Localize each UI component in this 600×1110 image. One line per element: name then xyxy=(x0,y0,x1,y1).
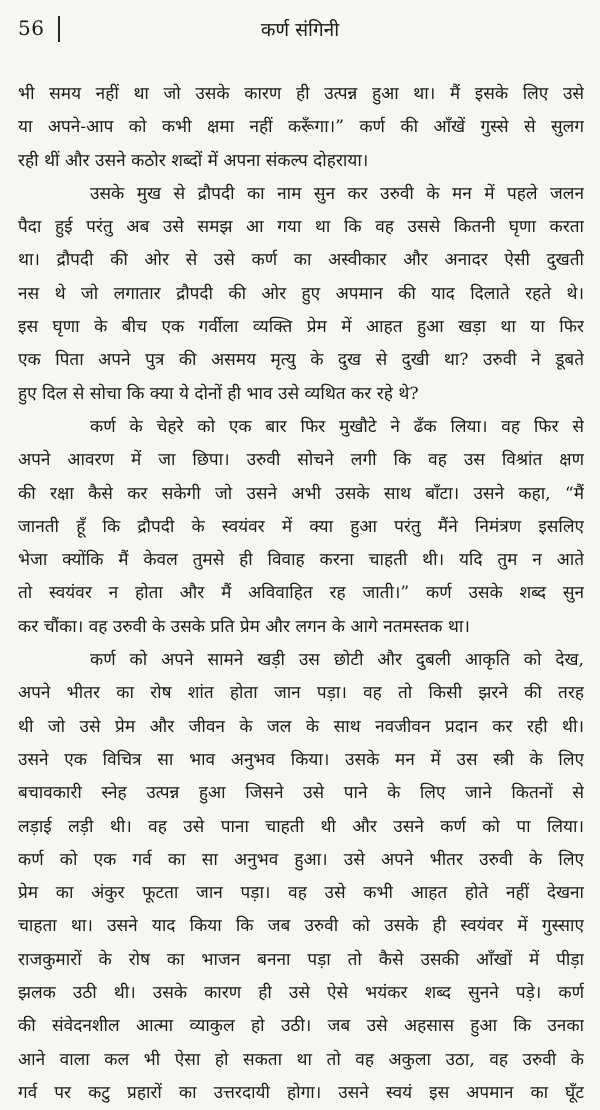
text-line: था। द्रौपदी की ओर से उसे कर्ण का अस्वीकार और अनादर ऐसी दुखती xyxy=(18,250,584,271)
text-line: की रक्षा कैसे कर सकेगी जो उसने अभी उसके साथ बाँटा। उसने कहा, “मैं xyxy=(18,483,584,504)
text-line: प्रेम का अंकुर फूटता जान पड़ा। वह उसे कभी आहत होते नहीं देखना xyxy=(18,883,584,904)
text-line: रही थीं और उसने कठोर शब्दों में अपना संकल्प दोहराया। xyxy=(18,150,369,171)
text-line: उसके मुख से द्रौपदी का नाम सुन कर उरुवी के मन में पहले जलन xyxy=(90,183,584,204)
text-line: की संवेदनशील आत्मा व्याकुल हो उठी। जब उसे अहसास हुआ कि उनका xyxy=(18,1016,584,1037)
text-line: बचावकारी स्नेह उत्पन्न हुआ जिसने उसे पाने के लिए जाने कितनों से xyxy=(18,783,584,804)
text-line: तो स्वयंवर न होता और मैं अविवाहित रह जाती।” कर्ण उसके शब्द सुन xyxy=(18,583,584,604)
body-text xyxy=(18,78,584,1110)
text-line: हुए दिल से सोचा कि क्या ये दोनों ही भाव उसे व्यथित कर रहे थे? xyxy=(18,383,419,404)
running-title: कर्ण संगिनी xyxy=(260,19,340,41)
text-line: या अपने-आप को कभी क्षमा नहीं करूँगा।” कर्ण की आँखें गुस्से से सुलग xyxy=(18,117,584,138)
text-line: चाहता था। उसने याद किया कि जब उरुवी को उसके ही स्वयंवर में गुस्साए xyxy=(18,916,584,937)
text-line: भी समय नहीं था जो उसके कारण ही उत्पन्न हुआ था। मैं इसके लिए उसे xyxy=(18,84,584,104)
text-line: नस थे जो लगातार द्रौपदी की ओर हुए अपमान की याद दिलाते रहते थे। xyxy=(18,283,584,304)
text-line: उसने एक विचित्र सा भाव अनुभव किया। उसके मन में उस स्त्री के लिए xyxy=(18,749,584,770)
text-line: राजकुमारों के रोष का भाजन बनना पड़ा तो कैसे उसकी आँखों में पीड़ा xyxy=(18,949,584,970)
text-line: भेजा क्योंकि मैं केवल तुमसे ही विवाह करना चाहती थी। यदि तुम न आते xyxy=(18,550,584,571)
page-header xyxy=(18,14,582,44)
text-line: अपने आवरण में जा छिपा। उरुवी सोचने लगी कि वह उस विश्रांत क्षण xyxy=(18,450,584,471)
text-line: जानती हूँ कि द्रौपदी के स्वयंवर में क्या हुआ परंतु मैंने निमंत्रण इसलिए xyxy=(18,516,584,537)
page-number: 56 xyxy=(18,16,45,40)
text-line: लड़ाई लड़ी थी। वह उसे पाना चाहती थी और उसने कर्ण को पा लिया। xyxy=(18,816,584,837)
text-line: कर्ण के चेहरे को एक बार फिर मुखौटे ने ढँक लिया। वह फिर से xyxy=(90,416,584,437)
text-line: गर्व पर कटु प्रहारों का उत्तरदायी होगा। उसने स्वयं इस अपमान का घूँट xyxy=(18,1082,584,1103)
text-line: पैदा हुई परंतु अब उसे समझ आ गया था कि वह उससे कितनी घृणा करता xyxy=(18,217,584,238)
text-line: एक पिता अपने पुत्र की असमय मृत्यु के दुख से दुखी था? उरुवी ने डूबते xyxy=(18,350,584,371)
text-line: कर्ण को अपने सामने खड़ी उस छोटी और दुबली आकृति को देख, xyxy=(90,650,584,671)
text-line: अपने भीतर का रोष शांत होता जान पड़ा। वह तो किसी झरने की तरह xyxy=(18,683,584,704)
text-line: इस घृणा के बीच एक गर्वीला व्यक्ति प्रेम में आहत हुआ खड़ा था या फिर xyxy=(18,317,584,338)
text-line: कर चौंका। वह उरुवी के उसके प्रति प्रेम और लगन के आगे नतमस्तक था। xyxy=(18,616,470,637)
text-line: झलक उठी थी। उसके कारण ही उसे ऐसे भयंकर शब्द सुनने पड़े। कर्ण xyxy=(18,983,584,1004)
text-line: थी जो उसे प्रेम और जीवन के जल के साथ नवजीवन प्रदान कर रही थी। xyxy=(18,716,584,737)
text-line: कर्ण को एक गर्व का सा अनुभव हुआ। उसे अपने भीतर उरुवी के लिए xyxy=(18,849,584,870)
text-line: आने वाला कल भी ऐसा हो सकता था तो वह अकुला उठा, वह उरुवी के xyxy=(18,1049,584,1070)
